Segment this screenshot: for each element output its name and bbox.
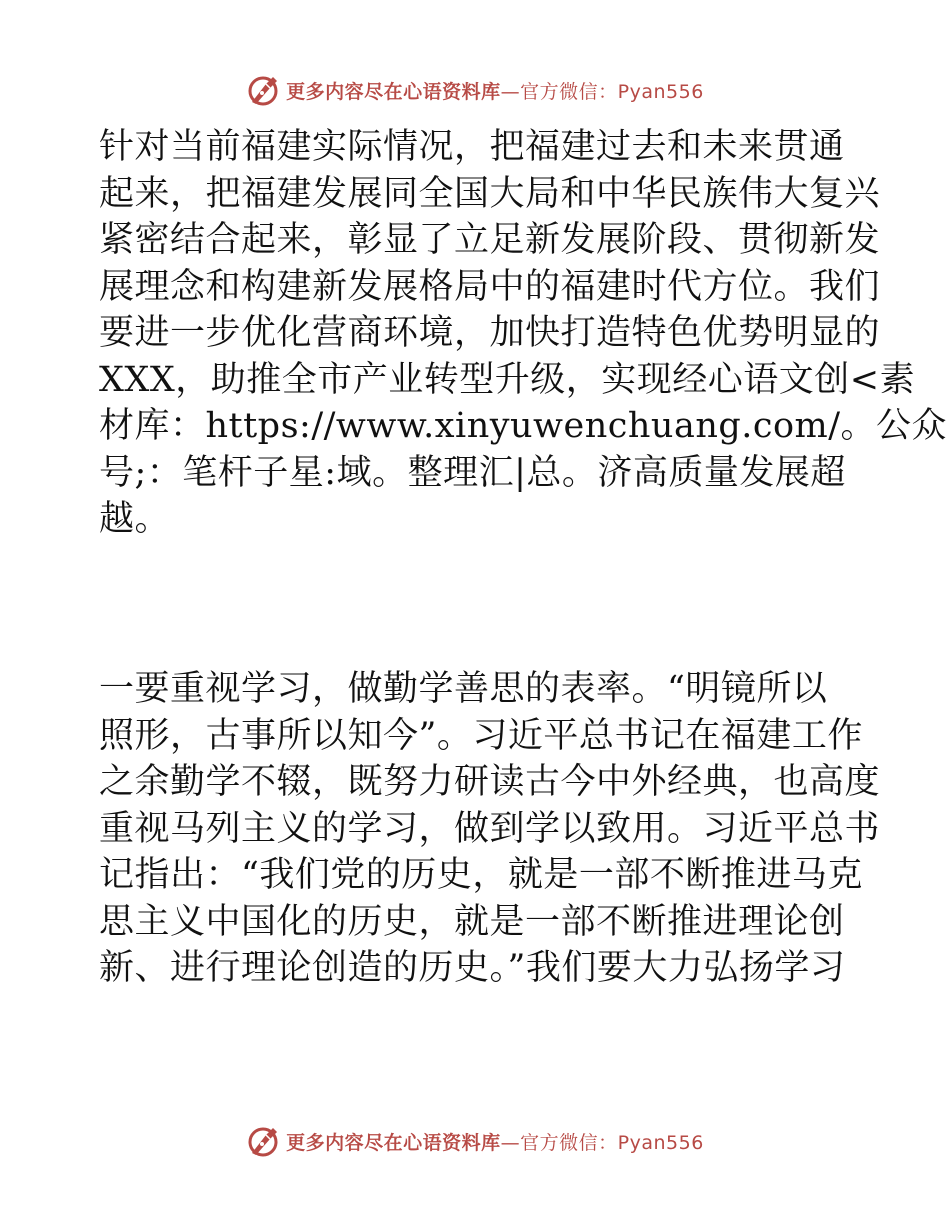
header-contact-label: 官方微信：Pyan556 [520,80,704,103]
text-line: 照形，古事所以知今”。习近平总书记在福建工作 [99,715,863,756]
text-line: 材库：https://www.xinyuwenchuang.com/。公众 [99,406,948,446]
text-line: 越。 [99,499,171,539]
pen-nib-logo-icon [246,72,282,108]
paragraph-2 [99,666,881,992]
text-line: 之余勤学不辍，既努力研读古今中外经典，也高度 [99,762,881,802]
header-site-label: 更多内容尽在心语资料库 [286,80,501,103]
text-line: 紧密结合起来，彰显了立足新发展阶段、贯彻新发 [99,220,881,260]
text-line: 展理念和构建新发展格局中的福建时代方位。我们 [99,266,881,307]
header-separator: — [500,80,521,103]
footer-text [286,1128,704,1155]
text-line: XXX，助推全市产业转型升级，实现经心语文创<素 [99,359,916,400]
text-line: 号;：笔杆子星:域。整理汇|总。济高质量发展超 [99,452,846,493]
footer-contact-label: 官方微信：Pyan556 [520,1131,704,1154]
text-line: 针对当前福建实际情况，把福建过去和未来贯通 [99,127,845,167]
footer-separator: — [500,1131,521,1154]
footer-site-label: 更多内容尽在心语资料库 [286,1131,501,1154]
text-line: 记指出：“我们党的历史，就是一部不断推进马克 [99,855,863,895]
footer-banner [0,1121,950,1161]
pen-nib-logo-icon [246,1123,282,1159]
text-line: 一要重视学习，做勤学善思的表率。“明镜所以 [99,669,828,709]
paragraph-1 [99,124,948,543]
header-banner [0,70,950,110]
text-line: 思主义中国化的历史，就是一部不断推进理论创 [99,901,845,942]
text-line: 新、进行理论创造的历史。”我们要大力弘扬学习 [99,948,846,988]
text-line: 重视马列主义的学习，做到学以致用。习近平总书 [99,808,881,849]
text-line: 起来，把福建发展同全国大局和中华民族伟大复兴 [99,173,881,214]
header-text [286,77,704,104]
text-line: 要进一步优化营商环境，加快打造特色优势明显的 [99,313,881,353]
